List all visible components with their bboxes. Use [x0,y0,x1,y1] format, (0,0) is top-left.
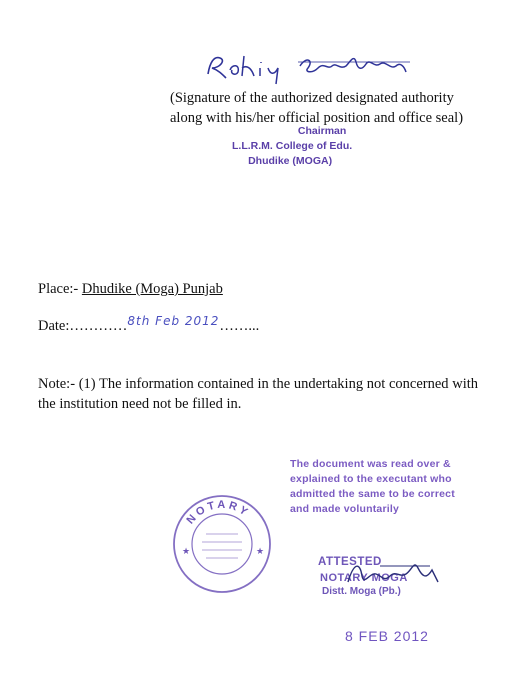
date-line [38,314,260,335]
place-label: Place:- [38,281,82,297]
signature-caption [170,88,463,128]
notary-declaration-line3: admitted the same to be correct [290,488,455,500]
notary-signature [340,552,450,592]
attestation-date-stamp: 8 FEB 2012 [345,628,429,644]
date-label: Date: [38,318,70,334]
note-paragraph: Note:- (1) The information contained in the undertaking not concerned with the institution need not be filled in. [38,376,478,412]
notary-declaration-line2: explained to the executant who [290,473,452,485]
chairman-seal-line1: Chairman [297,125,347,137]
signature-caption-line1: (Signature of the authorized designated authority [170,90,454,106]
notary-round-seal [170,492,274,596]
svg-text:★: ★ [256,547,265,557]
place-value: Dhudike (Moga) Punjab [81,281,223,297]
notary-declaration-line1: The document was read over & [290,458,451,470]
signature-caption-line2: along with his/her official position and office seal) [170,110,464,126]
notary-seal-ring-text: NOTARY [184,498,253,527]
svg-text:★: ★ [182,547,191,557]
place-line [38,281,223,298]
notary-moga-label: NOTARY MOGA [320,572,408,584]
notary-declaration-stamp [290,457,455,517]
chairman-seal [232,124,352,169]
attested-label: ATTESTED [318,556,382,568]
date-leader-before: ………… [69,318,128,334]
chairman-seal-line2: L.L.R.M. College of Edu. [232,140,353,152]
chairman-seal-line3: Dhudike (MOGA) [248,155,333,167]
date-leader-after: ……... [219,318,260,334]
date-handwritten: 8th Feb 2012 [127,314,220,328]
notary-declaration-line4: and made voluntarily [290,503,400,515]
district-label: Distt. Moga (Pb.) [322,586,401,597]
authority-signature [200,44,420,88]
